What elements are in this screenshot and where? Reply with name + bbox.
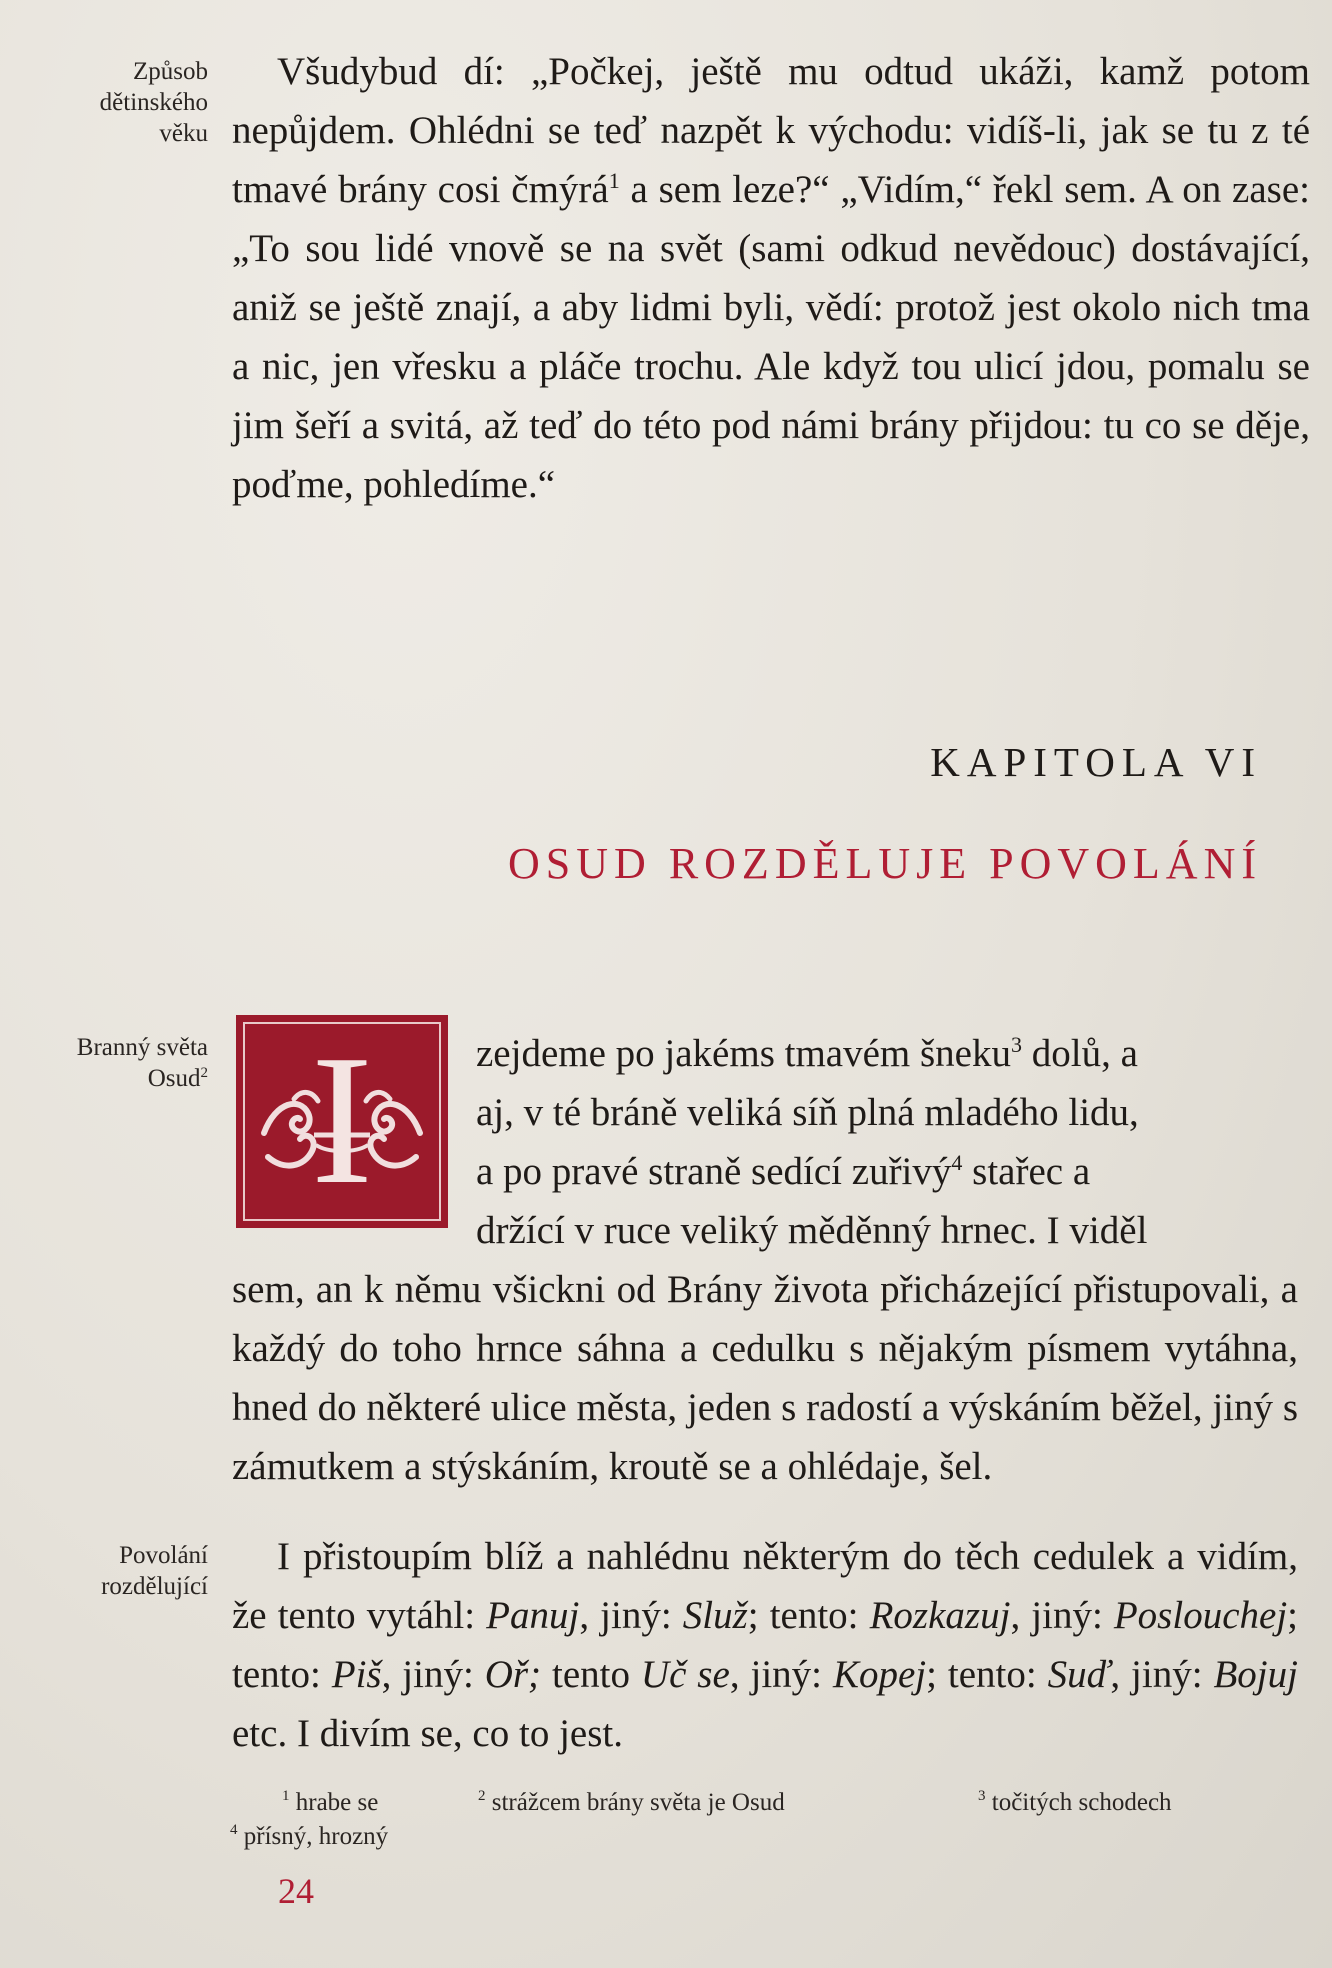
vocation-word: Bojuj [1213,1653,1298,1696]
vocation-word: Služ [682,1594,748,1637]
paragraph-3-text: , jiný: [579,1594,683,1637]
page-number: 24 [278,1871,314,1911]
paragraph-1 [232,42,1310,514]
paragraph-2-line-1a: zejdeme po jakéms tmavém šneku [476,1032,1011,1075]
margin-note-line: Způsob [133,58,208,85]
paragraph-3-text: ; tento: [747,1594,870,1637]
footnote-ref-4: 4 [951,1150,963,1175]
paragraph-3-text: , jiný: [729,1653,833,1696]
paragraph-3-text: ; tento: [232,1594,1298,1696]
footnote-ref-1: 1 [608,168,620,193]
paragraph-3 [232,1527,1298,1763]
paragraph-2-rest [232,1260,1298,1496]
footnote-2: $^2$ strážcem brány světa je Osud [478,1788,785,1816]
margin-note-line: dětinského [99,89,208,116]
chapter-label: KAPITOLA VI [930,739,1262,785]
margin-note-line: Branný světa [76,1034,208,1061]
footnote-ref-3: 3 [1011,1032,1022,1057]
margin-note-childhood [8,56,208,149]
footnote-3: $^3$ točitých schodech [978,1788,1172,1816]
paragraph-2-line-3b: stařec a [962,1150,1091,1193]
paragraph-2-line-2: aj, v té bráně veliká síň plná mladého lidu, [476,1091,1139,1134]
paragraph-3-text: ; tento: [926,1653,1048,1696]
vocation-word: Oř; [484,1653,542,1696]
dropcap-letter: I [311,1017,373,1223]
vocation-word: Panuj [486,1594,580,1637]
paragraph-3-text: tento [541,1653,641,1696]
paragraph-3-text: , jiný: [381,1653,485,1696]
paragraph-2-rest-text: sem, an k němu všickni od Brány života přicházející přistupovali, a každý do toho hrnce sáhna a cedulku s nějakým písmem vytáhna, hned do některé ulice města, jeden s radostí a výskáním běžel, jiný s zámutkem a stýskáním, kroutě se a ohlédaje, šel. [232,1268,1298,1488]
vocation-word: Suď [1047,1653,1111,1696]
vocation-word: Poslouchej [1113,1594,1288,1637]
footnote-4: $^4$ přísný, hrozný [230,1822,389,1850]
chapter-title: OSUD ROZDĚLUJE POVOLÁNÍ [508,839,1262,888]
margin-note-vocation [8,1540,208,1602]
paragraph-2-line-1b: dolů, a [1022,1032,1138,1075]
footnote-ref-2: 2 [200,1065,208,1081]
vocation-word: Uč se [640,1653,730,1696]
vocation-word: Kopej [832,1653,927,1696]
paragraph-3-text: , jiný: [1010,1594,1114,1637]
paragraph-2-line-3a: a po pravé straně sedící zuřivý [476,1150,952,1193]
paragraph-3-text: I přistoupím blíž a nahlédnu některým do těch cedulek a vidím, že tento vytáhl: [232,1535,1298,1637]
margin-note-gatekeeper [8,1032,208,1094]
margin-note-line: rozdělující [101,1573,208,1600]
paragraph-2-first-lines [476,1024,1298,1260]
margin-note-line: Osud$^2$ [147,1065,208,1092]
vocation-word: Rozkazuj [869,1594,1011,1637]
paragraph-1-text-a: Všudybud dí: „Počkej, ještě mu odtud ukáži, kamž potom nepůjdem. Ohlédni se teď nazpět k východu: vidíš-li, jak se tu z té tmavé brány cosi čmýrá [232,50,1310,211]
dropcap-ornament [236,1015,448,1228]
margin-note-line: Povolání [119,1542,208,1569]
paragraph-3-text: etc. I divím se, co to jest. [232,1712,623,1755]
footnote-1: $^1$ hrabe se [282,1788,379,1816]
paragraph-3-text: , jiný: [1110,1653,1214,1696]
paragraph-2-line-4: držící v ruce veliký měděnný hrnec. I viděl [476,1209,1148,1252]
margin-note-line: věku [159,120,208,147]
paragraph-1-text-b: a sem leze?“ „Vidím,“ řekl sem. A on zase: „To sou lidé vnově se na svět (sami odkud nevědouc) dostávající, aniž se ještě znají, a aby lidmi byli, vědí: protož jest okolo nich tma a nic, jen vřesku a pláče trochu. Ale když tou ulicí jdou, pomalu se jim šeří a svitá, až teď do této pod námi brány přijdou: tu co se děje, poďme, pohledíme.“ [232,168,1310,506]
vocation-word: Piš [331,1653,382,1696]
